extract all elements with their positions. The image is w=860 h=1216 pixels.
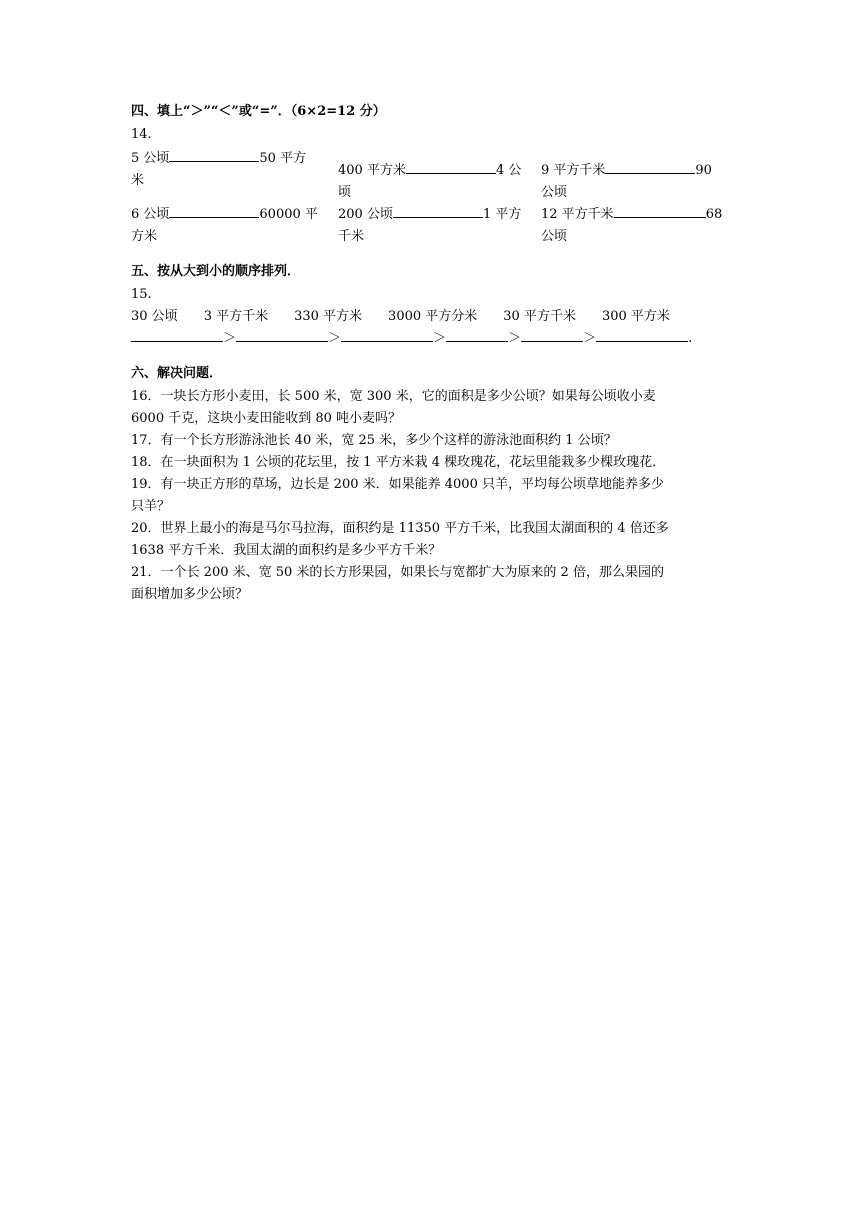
ordering-item: 3 平方千米 <box>203 309 269 324</box>
problem-line: 21．一个长 200 米、宽 50 米的长方形果园，如果长与宽都扩大为原来的 2 倍，那么果园的 <box>131 565 664 580</box>
ordering-item: 30 平方千米 <box>503 309 576 324</box>
ordering-item: 30 公顷 <box>131 309 178 324</box>
left-value: 5 公顷 <box>131 151 170 166</box>
comparison-cell <box>541 160 712 204</box>
right-value: 90 <box>695 163 712 178</box>
answer-blank[interactable] <box>169 205 259 218</box>
problem-19 <box>131 474 731 518</box>
left-value: 9 平方千米 <box>541 163 606 178</box>
comparison-cell <box>338 160 521 204</box>
comparison-grid <box>131 148 731 248</box>
problem-18 <box>131 452 731 474</box>
worksheet-content <box>131 100 731 606</box>
right-value-cont: 顷 <box>338 185 352 200</box>
right-value-cont: 方米 <box>131 229 158 244</box>
problem-21 <box>131 562 731 606</box>
right-value: 1 平方 <box>482 207 522 222</box>
ordering-answer-line <box>131 328 731 350</box>
problem-line: 只羊？ <box>131 499 171 514</box>
problem-line: 16．一块长方形小麦田，长 500 米，宽 300 米，它的面积是多少公顷？如果每公顷收小麦 <box>131 389 656 404</box>
greater-than-sign: ＞ <box>328 331 342 346</box>
answer-blank[interactable] <box>596 329 688 342</box>
problem-20 <box>131 518 731 562</box>
problem-line: 17．有一个长方形游泳池长 40 米，宽 25 米，多少个这样的游泳池面积约 1 公顷？ <box>131 433 617 448</box>
problem-line: 20．世界上最小的海是马尔马拉海，面积约是 11350 平方千米，比我国太湖面积的 4 倍还多 <box>131 521 669 536</box>
right-value: 4 公 <box>495 163 522 178</box>
answer-blank[interactable] <box>446 329 508 342</box>
right-value-cont: 公顷 <box>541 185 568 200</box>
answer-blank[interactable] <box>236 329 328 342</box>
problem-17 <box>131 430 731 452</box>
question-14-number: 14. <box>131 127 152 142</box>
greater-than-sign: ＞ <box>433 331 447 346</box>
answer-blank[interactable] <box>521 329 583 342</box>
answer-blank[interactable] <box>341 329 433 342</box>
problem-16 <box>131 386 731 430</box>
comparison-cell <box>338 204 521 248</box>
greater-than-sign: ＞ <box>223 331 237 346</box>
question-15-number: 15. <box>131 287 152 302</box>
comparison-cell <box>131 148 306 192</box>
comparison-cell <box>541 204 722 248</box>
ordering-item: 300 平方米 <box>601 309 670 324</box>
ordering-items <box>131 306 731 328</box>
right-value: 68 <box>705 207 723 222</box>
greater-than-sign: ＞ <box>508 331 522 346</box>
answer-blank[interactable] <box>393 205 483 218</box>
ordering-item: 330 平方米 <box>294 309 363 324</box>
right-value: 50 平方 <box>259 151 307 166</box>
left-value: 200 公顷 <box>338 207 393 222</box>
left-value: 12 平方千米 <box>541 207 614 222</box>
left-value: 6 公顷 <box>131 207 170 222</box>
greater-than-sign: ＞ <box>583 331 597 346</box>
answer-blank[interactable] <box>406 161 496 174</box>
section5-title: 五、按从大到小的顺序排列． <box>131 264 301 279</box>
ordering-item: 3000 平方分米 <box>388 309 478 324</box>
problem-line: 面积增加多少公顷？ <box>131 587 249 602</box>
comparison-cell <box>131 204 318 248</box>
answer-blank[interactable] <box>605 161 695 174</box>
end-period: . <box>688 331 693 346</box>
problem-line: 19．有一块正方形的草场，边长是 200 米．如果能养 4000 只羊，平均每公顷草地能养多少 <box>131 477 664 492</box>
problem-line: 18．在一块面积为 1 公顷的花坛里，按 1 平方米栽 4 棵玫瑰花，花坛里能栽多少棵玫瑰花． <box>131 455 666 470</box>
answer-blank[interactable] <box>614 205 706 218</box>
left-value: 400 平方米 <box>338 163 406 178</box>
right-value-cont: 公顷 <box>541 229 568 244</box>
section4-title: 四、填上“＞”“＜”或“=”．（6×2=12 分） <box>131 104 386 119</box>
answer-blank[interactable] <box>169 149 259 162</box>
problem-line: 6000 千克，这块小麦田能收到 80 吨小麦吗？ <box>131 411 402 426</box>
right-value: 60000 平 <box>259 207 318 222</box>
section6-title: 六、解决问题． <box>131 366 223 381</box>
problem-line: 1638 平方千米．我国太湖的面积约是多少平方千米？ <box>131 543 442 558</box>
right-value-cont: 米 <box>131 173 145 188</box>
answer-blank[interactable] <box>131 329 223 342</box>
right-value-cont: 千米 <box>338 229 365 244</box>
